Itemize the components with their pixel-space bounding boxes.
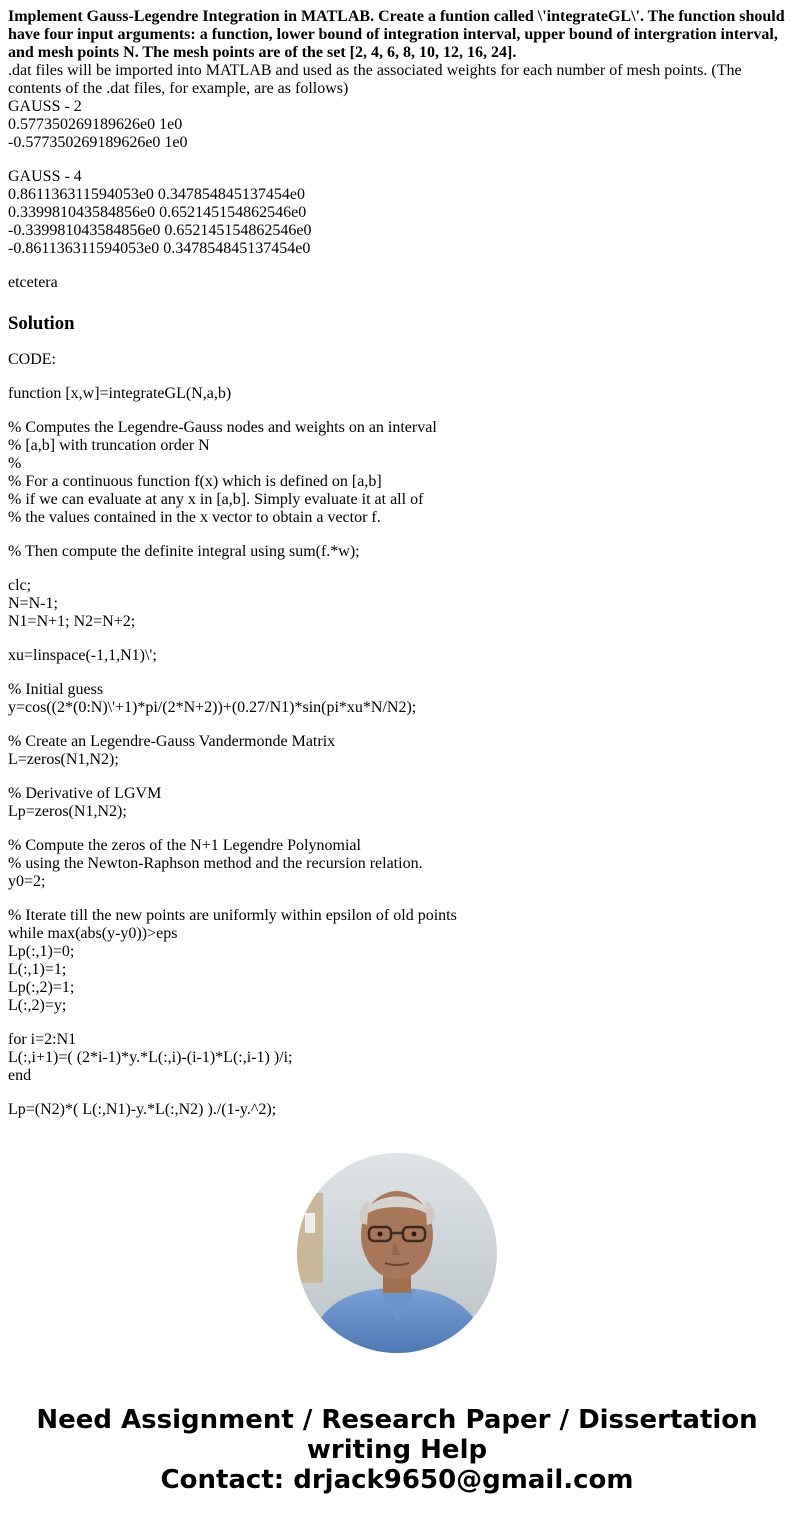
code-line: y=cos((2*(0:N)\'+1)*pi/(2*N+2))+(0.27/N1)*sin(pi*xu*N/N2); xyxy=(8,699,417,716)
code-line: clc; xyxy=(8,577,32,594)
footer-contact: Contact: drjack9650@gmail.com xyxy=(160,1465,634,1495)
code-line: Lp=(N2)*( L(:,N1)-y.*L(:,N2) )./(1-y.^2); xyxy=(8,1101,277,1118)
gauss-4-line: -0.339981043584856e0 0.652145154862546e0 xyxy=(8,222,312,239)
code-line: % if we can evaluate at any x in [a,b]. Simply evaluate it at all of xyxy=(8,491,424,508)
code-line: for i=2:N1 xyxy=(8,1031,77,1048)
code-paragraph xyxy=(8,385,786,403)
code-line: % Computes the Legendre-Gauss nodes and weights on an interval xyxy=(8,419,437,436)
footer-line: writing Help xyxy=(306,1435,488,1465)
code-line: L(:,i+1)=( (2*i-1)*y.*L(:,i)-(i-1)*L(:,i-1) )/i; xyxy=(8,1049,293,1066)
gauss-2-block xyxy=(8,98,786,152)
code-line: % Initial guess xyxy=(8,681,104,698)
gauss-4-block xyxy=(8,168,786,258)
code-paragraph xyxy=(8,577,786,631)
code-line: N=N-1; xyxy=(8,595,58,612)
code-line: Lp(:,1)=0; xyxy=(8,943,75,960)
code-line: % Compute the zeros of the N+1 Legendre Polynomial xyxy=(8,837,361,854)
code-line: L=zeros(N1,N2); xyxy=(8,751,119,768)
code-paragraph xyxy=(8,1031,786,1085)
person-photo-icon xyxy=(297,1153,497,1353)
code-line: end xyxy=(8,1067,32,1084)
code-line: while max(abs(y-y0))>eps xyxy=(8,925,178,942)
gauss-2-line: 0.577350269189626e0 1e0 xyxy=(8,116,183,133)
code-paragraph xyxy=(8,543,786,561)
solution-heading: Solution xyxy=(8,313,75,334)
code-line: N1=N+1; N2=N+2; xyxy=(8,613,136,630)
code-paragraph xyxy=(8,837,786,891)
code-line: y0=2; xyxy=(8,873,46,890)
solution-code xyxy=(8,351,786,1119)
code-line: CODE: xyxy=(8,351,56,368)
code-line: function [x,w]=integrateGL(N,a,b) xyxy=(8,385,232,402)
etcetera-text: etcetera xyxy=(8,274,58,291)
question-title: Implement Gauss-Legendre Integration in MATLAB. Create a funtion called \'integrateGL\'. The function should have four input arguments: a function, lower bound of integration interval, upper bound of intergration interval, and mesh points N. The mesh points are of the set [2, 4, 6, 8, 10, 12, 16, 24]. xyxy=(8,8,785,61)
code-line: % For a continuous function f(x) which is defined on [a,b] xyxy=(8,473,382,490)
code-line: % Iterate till the new points are uniformly within epsilon of old points xyxy=(8,907,457,924)
code-line: L(:,2)=y; xyxy=(8,997,67,1014)
code-line: % the values contained in the x vector to obtain a vector f. xyxy=(8,509,381,526)
intro-line: contents of the .dat files, for example, are as follows) xyxy=(8,80,349,97)
promo-footer xyxy=(0,1405,794,1495)
code-paragraph xyxy=(8,1101,786,1119)
footer-line: Need Assignment / Research Paper / Dissertation xyxy=(36,1405,758,1435)
gauss-2-line: -0.577350269189626e0 1e0 xyxy=(8,134,188,151)
code-paragraph xyxy=(8,419,786,527)
code-paragraph xyxy=(8,907,786,1015)
code-line: % xyxy=(8,455,22,472)
code-line: % using the Newton-Raphson method and the recursion relation. xyxy=(8,855,423,872)
gauss-2-line: GAUSS - 2 xyxy=(8,98,82,115)
code-line: % Create an Legendre-Gauss Vandermonde Matrix xyxy=(8,733,336,750)
gauss-4-line: -0.861136311594053e0 0.347854845137454e0 xyxy=(8,240,311,257)
code-paragraph xyxy=(8,351,786,369)
code-line: Lp=zeros(N1,N2); xyxy=(8,803,127,820)
code-line: xu=linspace(-1,1,N1)\'; xyxy=(8,647,157,664)
code-line: % [a,b] with truncation order N xyxy=(8,437,210,454)
code-line: L(:,1)=1; xyxy=(8,961,67,978)
gauss-4-line: GAUSS - 4 xyxy=(8,168,82,185)
code-paragraph xyxy=(8,647,786,665)
code-line: % Then compute the definite integral using sum(f.*w); xyxy=(8,543,360,560)
gauss-4-line: 0.861136311594053e0 0.347854845137454e0 xyxy=(8,186,306,203)
code-line: Lp(:,2)=1; xyxy=(8,979,75,996)
code-paragraph xyxy=(8,681,786,717)
gauss-4-line: 0.339981043584856e0 0.652145154862546e0 xyxy=(8,204,307,221)
code-paragraph xyxy=(8,785,786,821)
code-line: % Derivative of LGVM xyxy=(8,785,162,802)
code-paragraph xyxy=(8,733,786,769)
intro-line: .dat files will be imported into MATLAB and used as the associated weights for each number of mesh points. (The xyxy=(8,62,742,79)
question-intro xyxy=(8,62,786,98)
